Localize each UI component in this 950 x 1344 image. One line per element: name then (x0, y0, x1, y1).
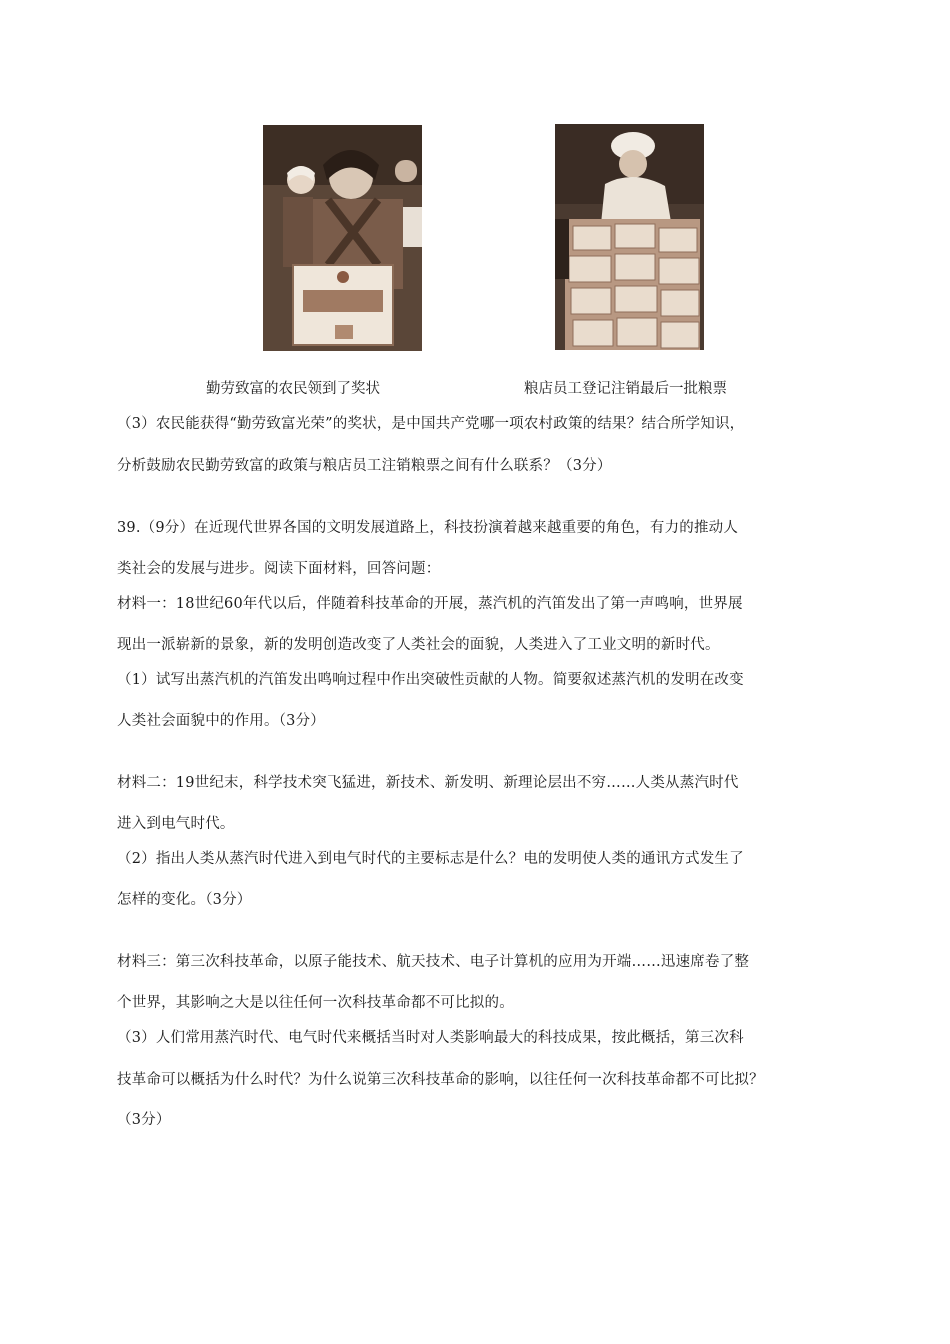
q39-3-line2: 技革命可以概括为什么时代？为什么说第三次科技革命的影响，以往任何一次科技革命都不可比拟？ (117, 1072, 764, 1088)
material1-line1: 材料一：18世纪60年代以后，伴随着科技革命的开展，蒸汽机的汽笛发出了第一声鸣响，世界展 (117, 596, 743, 612)
q38-3-line2: 分析鼓励农民勤劳致富的政策与粮店员工注销粮票之间有什么联系？（3分） (117, 458, 612, 474)
material3-line1: 材料三：第三次科技革命，以原子能技术、航天技术、电子计算机的应用为开端……迅速席卷了整 (117, 954, 750, 970)
right-figure-caption: 粮店员工登记注销最后一批粮票 (524, 381, 727, 397)
q39-3-line3: （3分） (117, 1112, 171, 1128)
left-figure-caption: 勤劳致富的农民领到了奖状 (206, 381, 380, 397)
q39-2-line2: 怎样的变化。（3分） (117, 892, 252, 908)
q39-1-line1: （1）试写出蒸汽机的汽笛发出鸣响过程中作出突破性贡献的人物。简要叙述蒸汽机的发明在改变 (117, 672, 744, 688)
material2-line1: 材料二：19世纪末，科学技术突飞猛进，新技术、新发明、新理论层出不穷……人类从蒸汽时代 (117, 775, 739, 791)
q39-1-line2: 人类社会面貌中的作用。（3分） (117, 713, 325, 729)
material1-line2: 现出一派崭新的景象，新的发明创造改变了人类社会的面貌，人类进入了工业文明的新时代。 (117, 637, 720, 653)
q39-intro-line1: 39.（9分）在近现代世界各国的文明发展道路上，科技扮演着越来越重要的角色，有力的推动人 (117, 520, 739, 536)
farmer-award-photo (263, 125, 422, 351)
grain-ticket-photo (555, 124, 704, 350)
q39-2-line1: （2）指出人类从蒸汽时代进入到电气时代的主要标志是什么？电的发明使人类的通讯方式发生了 (117, 851, 744, 867)
q38-3-line1: （3）农民能获得“勤劳致富光荣”的奖状，是中国共产党哪一项农村政策的结果？结合所学知识， (117, 416, 745, 432)
q39-intro-line2: 类社会的发展与进步。阅读下面材料，回答问题： (117, 561, 441, 577)
q39-3-line1: （3）人们常用蒸汽时代、电气时代来概括当时对人类影响最大的科技成果，按此概括，第三次科 (117, 1030, 744, 1046)
material3-line2: 个世界，其影响之大是以往任何一次科技革命都不可比拟的。 (117, 995, 514, 1011)
material2-line2: 进入到电气时代。 (117, 816, 235, 832)
